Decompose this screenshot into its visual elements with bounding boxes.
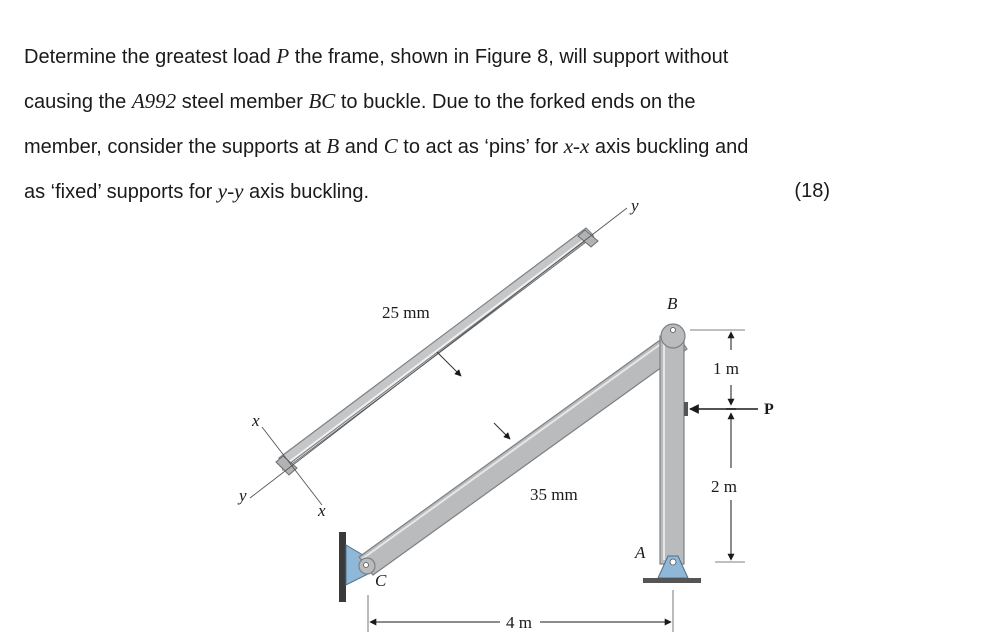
dimensions <box>368 330 745 632</box>
text-segment: to buckle. Due to the forked ends on the <box>335 91 696 113</box>
label-C: C <box>375 571 387 590</box>
axis-y-top-label: y <box>631 196 639 215</box>
marks-label: (18) <box>794 180 830 202</box>
axis-y-bottom-label: y <box>239 486 247 505</box>
text-segment: Determine the greatest load <box>24 46 277 68</box>
math-symbol: C <box>383 134 398 158</box>
text-segment: and <box>339 136 384 158</box>
cross-section-detail <box>237 196 639 520</box>
dim-1m-label: 1 m <box>713 359 739 378</box>
label-B: B <box>667 294 678 313</box>
text-segment: to act as ‘pins’ for <box>397 136 564 158</box>
pin-B <box>671 328 676 333</box>
pin-A <box>670 559 676 565</box>
dim-35mm-arrow <box>494 423 510 439</box>
label-A: A <box>635 543 646 562</box>
axis-x-bottom-label: x <box>318 501 326 520</box>
dim-4m-label: 4 m <box>506 613 532 632</box>
dim-2m-label: 2 m <box>711 477 737 496</box>
dim-35mm-label: 35 mm <box>530 485 578 504</box>
text-segment: causing the <box>24 91 132 113</box>
text-segment: the frame, shown in Figure 8, will support without <box>289 46 729 68</box>
math-symbol: A992 <box>131 89 177 113</box>
text-segment: member, consider the supports at <box>24 136 327 158</box>
pin-C <box>364 563 369 568</box>
math-symbol: x-x <box>563 134 590 158</box>
load-plate <box>684 402 688 416</box>
wall-C <box>339 532 346 602</box>
math-symbol: y-y <box>217 179 244 203</box>
text-segment: axis buckling and <box>589 136 749 158</box>
math-symbol: BC <box>308 89 336 113</box>
math-symbol: B <box>326 134 340 158</box>
dim-25mm-arrow <box>437 352 461 376</box>
dim-25mm-label: 25 mm <box>382 303 430 322</box>
text-segment: steel member <box>176 91 309 113</box>
axis-x-top-label: x <box>252 411 260 430</box>
math-symbol: P <box>276 44 290 68</box>
text-segment: axis buckling. <box>243 181 370 203</box>
load-P-label: P <box>764 401 774 418</box>
ground-A <box>643 578 701 583</box>
text-segment: as ‘fixed’ supports for <box>24 181 218 203</box>
